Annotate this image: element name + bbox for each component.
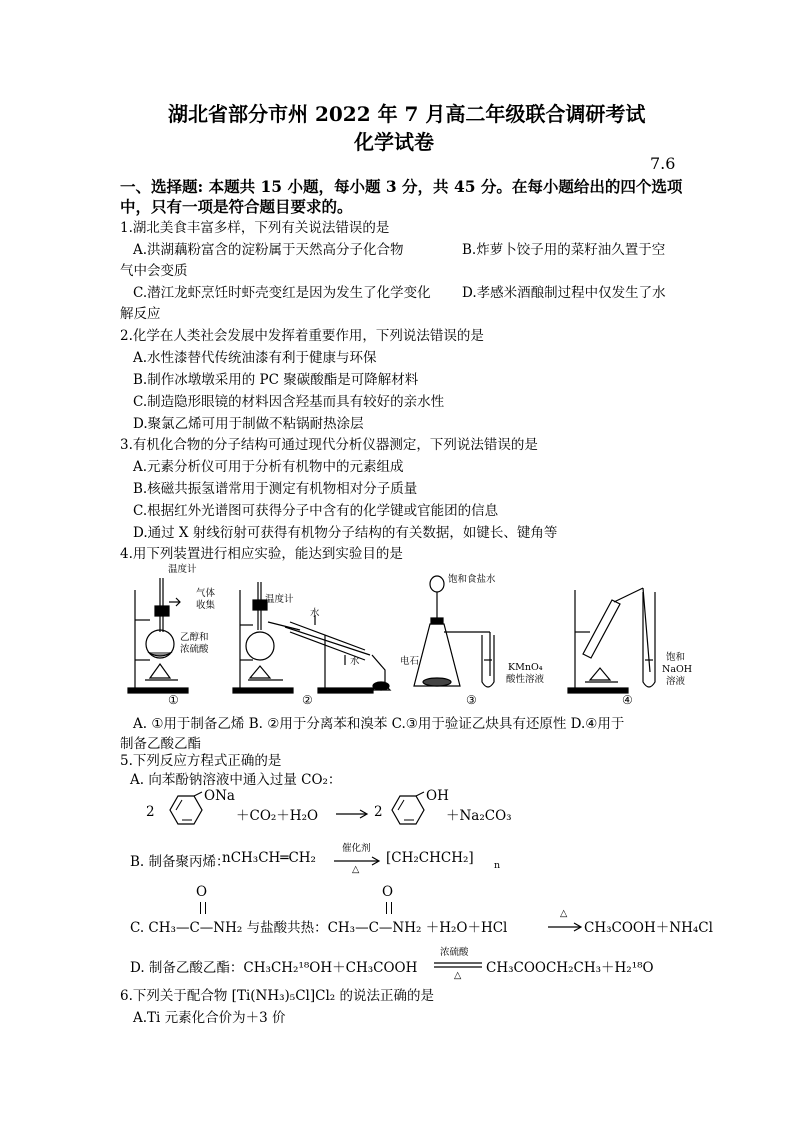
eq-a-middle: ＋CO₂＋H₂O bbox=[236, 808, 319, 824]
eq-a-ona: ONa bbox=[204, 788, 235, 804]
eq-c-right: CH₃COOH＋NH₄Cl bbox=[584, 920, 713, 936]
fig-number-3: ③ bbox=[466, 693, 477, 707]
fig2-thermometer-label: 温度计 bbox=[265, 594, 294, 605]
exam-title: 湖北省部分市州 2022 年 7 月高二年级联合调研考试 bbox=[168, 102, 646, 126]
eq-a-end: ＋Na₂CO₃ bbox=[446, 808, 512, 824]
fig3-carbide-label: 电石 bbox=[400, 656, 420, 667]
fig1-ethanol-label: 乙醇和 bbox=[180, 632, 209, 643]
q5-equation-a bbox=[140, 790, 540, 834]
eq-c-o1: O bbox=[196, 884, 208, 900]
fig1-gas-label: 气体 bbox=[196, 588, 216, 599]
q1-option-b-cont: 气中会变质 bbox=[120, 263, 188, 279]
q1-option-b: B.炸萝卜饺子用的菜籽油久置于空 bbox=[462, 242, 666, 258]
q1-option-c: C.潜江龙虾烹饪时虾壳变红是因为发生了化学变化 bbox=[133, 285, 431, 301]
fig3-brine-label: 饱和食盐水 bbox=[448, 574, 496, 585]
fig-number-4: ④ bbox=[622, 693, 633, 707]
eq-d-label: D. 制备乙酸乙酯：CH₃CH₂¹⁸OH＋CH₃COOH bbox=[130, 960, 418, 976]
q1-option-a: A.洪湖藕粉富含的淀粉属于天然高分子化合物 bbox=[133, 242, 404, 258]
q3-option-c: C.根据红外光谱图可获得分子中含有的化学键或官能团的信息 bbox=[133, 503, 499, 519]
q5-equation-d bbox=[130, 944, 690, 980]
q3-stem: 3.有机化合物的分子结构可通过现代分析仪器测定，下列说法错误的是 bbox=[120, 437, 538, 453]
section-heading-line2: 中，只有一项是符合题目要求的。 bbox=[120, 197, 353, 216]
eq-b-subscript-n: n bbox=[494, 860, 501, 871]
eq-b-heat: △ bbox=[352, 864, 360, 875]
q4-stem: 4.用下列装置进行相应实验，能达到实验目的是 bbox=[120, 546, 403, 562]
eq-a-coef2: 2 bbox=[374, 804, 383, 820]
exam-subtitle: 化学试卷 bbox=[354, 130, 434, 154]
fig3-kmno4-label: KMnO₄ bbox=[508, 662, 543, 673]
fig2-water-out-label: 水 bbox=[350, 656, 360, 667]
q2-option-a: A.水性漆替代传统油漆有利于健康与环保 bbox=[133, 350, 377, 366]
fig-number-1: ① bbox=[168, 693, 179, 707]
q5-option-a-label: A. 向苯酚钠溶液中通入过量 CO₂： bbox=[130, 772, 342, 788]
eq-b-label: B. 制备聚丙烯： bbox=[130, 854, 230, 870]
q4-options: A. ①用于制备乙烯 B. ②用于分离苯和溴苯 C.③用于验证乙炔具有还原性 D.④用于 bbox=[133, 716, 625, 732]
q3-option-a: A.元素分析仪可用于分析有机物中的元素组成 bbox=[133, 459, 404, 475]
q4-options-cont: 制备乙酸乙酯 bbox=[120, 736, 201, 752]
fig1-acid-label: 浓硫酸 bbox=[180, 644, 209, 655]
eq-b-catalyst: 催化剂 bbox=[342, 843, 371, 854]
q6-option-a: A.Ti 元素化合价为＋3 价 bbox=[133, 1010, 286, 1026]
q3-option-d: D.通过 X 射线衍射可获得有机物分子结构的有关数据，如键长、键角等 bbox=[133, 525, 558, 541]
eq-d-right: CH₃COOCH₂CH₃＋H₂¹⁸O bbox=[486, 960, 654, 976]
reaction-arrow-icon bbox=[336, 808, 372, 820]
fig4-naoh-label: NaOH bbox=[662, 664, 693, 675]
eq-c-label: C. CH₃—C—NH₂ 与盐酸共热：CH₃—C—NH₂ ＋H₂O＋HCl bbox=[130, 920, 508, 936]
fig1-collect-label: 收集 bbox=[196, 600, 216, 611]
eq-c-arrow-icon bbox=[548, 922, 584, 932]
q1-option-d: D.孝感米酒酿制过程中仅发生了水 bbox=[462, 285, 666, 301]
q2-stem: 2.化学在人类社会发展中发挥着重要作用，下列说法错误的是 bbox=[120, 328, 484, 344]
q2-option-d: D.聚氯乙烯可用于制做不粘锅耐热涂层 bbox=[133, 416, 364, 432]
q5-stem: 5.下列反应方程式正确的是 bbox=[120, 753, 282, 769]
eq-d-equilibrium-icon bbox=[434, 960, 484, 970]
q2-option-b: B.制作冰墩墩采用的 PC 聚碳酸酯是可降解材料 bbox=[133, 372, 419, 388]
q6-stem: 6.下列关于配合物 [Ti(NH₃)₅Cl]Cl₂ 的说法正确的是 bbox=[120, 988, 434, 1004]
eq-c-double-bond-2 bbox=[386, 902, 392, 914]
q5-equation-c bbox=[130, 884, 713, 936]
eq-b-right: [CH₂CHCH₂] bbox=[386, 850, 474, 866]
eq-d-heat: △ bbox=[454, 970, 462, 981]
q5-equation-b bbox=[130, 840, 550, 876]
fig4-solution-label: 溶液 bbox=[666, 676, 686, 687]
apparatus-figure bbox=[0, 560, 794, 710]
eq-c-o2: O bbox=[382, 884, 394, 900]
eq-a-oh: OH bbox=[426, 788, 449, 804]
q3-option-b: B.核磁共振氢谱常用于测定有机物相对分子质量 bbox=[133, 481, 418, 497]
eq-c-heat: △ bbox=[560, 908, 568, 919]
fig2-water-in-label: 水 bbox=[310, 608, 320, 619]
eq-c-double-bond-1 bbox=[200, 902, 206, 914]
exam-date: 7.6 bbox=[650, 154, 676, 173]
eq-a-coef1: 2 bbox=[146, 804, 155, 820]
section-heading-line1: 一、选择题: 本题共 15 小题，每小题 3 分，共 45 分。在每小题给出的四个选项 bbox=[120, 177, 683, 196]
q2-option-c: C.制造隐形眼镜的材料因含羟基而具有较好的亲水性 bbox=[133, 394, 445, 410]
q1-option-d-cont: 解反应 bbox=[120, 306, 161, 322]
fig3-acid-label: 酸性溶液 bbox=[506, 674, 545, 685]
eq-b-left: nCH₃CH═CH₂ bbox=[222, 850, 316, 866]
eq-d-catalyst: 浓硫酸 bbox=[440, 947, 469, 958]
q1-stem: 1.湖北美食丰富多样，下列有关说法错误的是 bbox=[120, 220, 390, 236]
fig-number-2: ② bbox=[302, 693, 313, 707]
fig4-saturated-label: 饱和 bbox=[666, 652, 686, 663]
fig1-thermometer-label: 温度计 bbox=[168, 564, 197, 575]
